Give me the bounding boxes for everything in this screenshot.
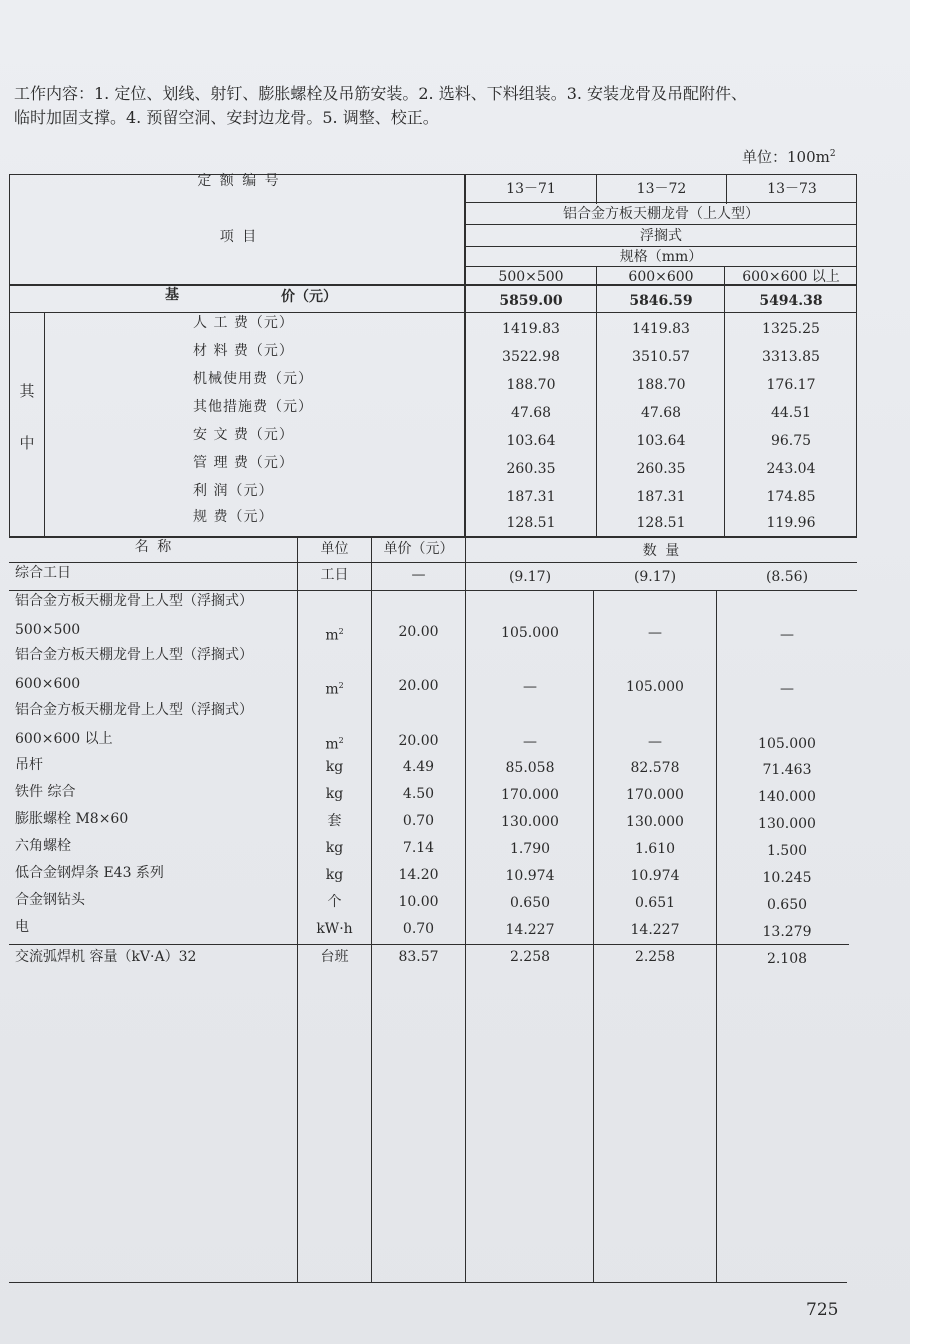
cost-label: 人 工 费（元） xyxy=(193,315,294,331)
base-price-13-73: 5494.38 xyxy=(759,293,823,309)
material-spec: 500×500 xyxy=(15,622,81,638)
code-label: 定 额 编 号 xyxy=(197,173,281,189)
material-price: 20.00 xyxy=(398,624,439,640)
material-qty-13-71: 130.000 xyxy=(501,814,559,830)
cost-value-13-71: 128.51 xyxy=(506,515,556,531)
labor-qty-13-71: (9.17) xyxy=(508,569,552,585)
material-qty-13-71: 0.650 xyxy=(509,895,551,911)
cost-value-13-73: 44.51 xyxy=(770,405,812,421)
cost-label: 材 料 费（元） xyxy=(193,343,294,359)
material-name: 六角螺栓 xyxy=(15,838,71,854)
rule xyxy=(465,266,857,267)
material-name: 铝合金方板天棚龙骨上人型（浮搁式） xyxy=(15,702,253,718)
base-price-label-b: 价（元） xyxy=(281,289,337,305)
material-name: 合金钢钻头 xyxy=(15,892,85,908)
cost-value-13-73: 96.75 xyxy=(770,433,812,449)
labor-qty-13-73: (8.56) xyxy=(765,569,809,585)
material-unit: kg xyxy=(325,840,344,856)
material-price: 0.70 xyxy=(402,813,435,829)
cost-label: 机械使用费（元） xyxy=(193,371,313,387)
cost-value-13-73: 243.04 xyxy=(766,461,816,477)
material-unit: kg xyxy=(325,759,344,775)
material-name: 吊杆 xyxy=(15,757,43,773)
code-13-72: 13－72 xyxy=(636,181,687,197)
name-header: 名 称 xyxy=(134,539,174,555)
spec-title: 规格（mm） xyxy=(619,249,703,265)
cost-value-13-71: 3522.98 xyxy=(502,349,560,365)
base-price-13-71: 5859.00 xyxy=(499,293,563,309)
cost-value-13-72: 260.35 xyxy=(636,461,686,477)
material-qty-13-73: 71.463 xyxy=(762,762,812,778)
material-qty-13-72: 170.000 xyxy=(626,787,684,803)
labor-price: — xyxy=(411,567,426,583)
item-label: 项 目 xyxy=(219,229,259,245)
material-qty-13-73: 0.650 xyxy=(766,897,808,913)
side-label-zhong: 中 xyxy=(19,434,35,452)
material-qty-13-72: 130.000 xyxy=(626,814,684,830)
material-qty-13-73: 1.500 xyxy=(766,843,808,859)
price-header: 单价（元） xyxy=(383,541,454,557)
rule xyxy=(726,174,727,204)
rule xyxy=(9,590,857,591)
cost-label: 安 文 费（元） xyxy=(193,427,294,443)
material-qty-13-71: — xyxy=(523,734,537,750)
material-price: 0.70 xyxy=(402,921,435,937)
cost-value-13-72: 187.31 xyxy=(636,489,686,505)
material-price: 7.14 xyxy=(402,840,435,856)
cost-label: 其他措施费（元） xyxy=(193,399,313,415)
cost-value-13-72: 1419.83 xyxy=(632,321,690,337)
material-qty-13-71: — xyxy=(523,679,537,695)
material-spec: 600×600 以上 xyxy=(15,731,113,747)
machine-qty-13-72: 2.258 xyxy=(634,949,676,965)
spec-500: 500×500 xyxy=(498,269,564,285)
rule xyxy=(465,246,857,247)
material-qty-13-73: 105.000 xyxy=(758,736,816,752)
material-qty-13-71: 170.000 xyxy=(501,787,559,803)
base-price-label-a: 基 xyxy=(165,287,179,303)
cost-value-13-71: 187.31 xyxy=(506,489,556,505)
rule xyxy=(596,174,597,204)
base-price-13-72: 5846.59 xyxy=(629,293,693,309)
rule-bottom xyxy=(9,1282,847,1283)
material-qty-13-72: 14.227 xyxy=(630,922,680,938)
cost-value-13-72: 47.68 xyxy=(640,405,682,421)
material-unit: kg xyxy=(325,786,344,802)
material-unit: kg xyxy=(325,867,344,883)
cost-value-13-71: 188.70 xyxy=(506,377,556,393)
unit-label: 单位：$100m^2$ xyxy=(742,148,836,166)
rule xyxy=(9,174,10,536)
cost-label: 利 润（元） xyxy=(193,483,274,499)
material-price: 10.00 xyxy=(398,894,439,910)
rule xyxy=(724,266,725,536)
cost-value-13-72: 3510.57 xyxy=(632,349,690,365)
material-unit: $m^2$ xyxy=(325,627,344,644)
material-price: 4.49 xyxy=(402,759,435,775)
material-qty-13-72: 105.000 xyxy=(626,679,684,695)
material-qty-13-71: 1.790 xyxy=(509,841,551,857)
cost-value-13-72: 188.70 xyxy=(636,377,686,393)
code-13-71: 13－71 xyxy=(506,181,556,197)
material-spec: 600×600 xyxy=(15,676,81,692)
material-price: 4.50 xyxy=(402,786,435,802)
material-name: 铝合金方板天棚龙骨上人型（浮搁式） xyxy=(15,593,253,609)
material-price: 20.00 xyxy=(398,678,439,694)
machine-qty-13-71: 2.258 xyxy=(509,949,551,965)
material-qty-13-73: 10.245 xyxy=(762,870,812,886)
material-name: 膨胀螺栓 M8×60 xyxy=(15,811,129,827)
material-qty-13-73: — xyxy=(780,627,794,643)
cost-label: 管 理 费（元） xyxy=(193,455,294,471)
quota-table xyxy=(9,166,857,1284)
material-qty-13-72: — xyxy=(648,625,662,641)
code-13-73: 13－73 xyxy=(767,181,817,197)
material-unit: 套 xyxy=(327,813,342,829)
side-label-qi: 其 xyxy=(19,382,35,400)
material-qty-13-73: 130.000 xyxy=(758,816,816,832)
material-name: 铁件 综合 xyxy=(15,784,76,800)
material-unit: $m^2$ xyxy=(325,736,344,753)
material-price: 14.20 xyxy=(398,867,439,883)
material-qty-13-72: 10.974 xyxy=(630,868,680,884)
qty-header: 数 量 xyxy=(642,543,682,559)
cost-value-13-71: 1419.83 xyxy=(502,321,560,337)
material-qty-13-73: 140.000 xyxy=(758,789,816,805)
material-qty-13-71: 14.227 xyxy=(505,922,555,938)
rule xyxy=(44,312,45,536)
material-unit: 个 xyxy=(327,894,342,910)
group-title: 铝合金方板天棚龙骨（上人型） xyxy=(563,206,759,222)
material-price: 20.00 xyxy=(398,733,439,749)
work-content-line-1: 工作内容：1. 定位、划线、射钉、膨胀螺栓及吊筋安装。2. 选料、下料组装。3. 安装龙骨及吊配附件、 xyxy=(14,84,748,103)
sub-title: 浮搁式 xyxy=(640,228,682,244)
rule xyxy=(465,536,466,1282)
rule xyxy=(9,562,857,563)
material-unit: kW·h xyxy=(316,921,353,937)
cost-value-13-72: 128.51 xyxy=(636,515,686,531)
spec-600: 600×600 xyxy=(628,269,694,285)
cost-value-13-71: 103.64 xyxy=(506,433,556,449)
material-unit: $m^2$ xyxy=(325,681,344,698)
material-qty-13-73: — xyxy=(780,681,794,697)
labor-name: 综合工日 xyxy=(15,565,71,581)
material-name: 低合金钢焊条 E43 系列 xyxy=(15,865,164,881)
cost-value-13-73: 176.17 xyxy=(766,377,816,393)
spec-600-plus: 600×600 以上 xyxy=(742,269,840,285)
machine-unit: 台班 xyxy=(320,949,349,965)
cost-value-13-71: 260.35 xyxy=(506,461,556,477)
rule xyxy=(9,944,849,945)
cost-value-13-73: 1325.25 xyxy=(762,321,820,337)
material-qty-13-72: 1.610 xyxy=(634,841,676,857)
rule xyxy=(465,224,857,225)
rule xyxy=(9,312,857,313)
cost-value-13-72: 103.64 xyxy=(636,433,686,449)
labor-unit: 工日 xyxy=(320,567,349,583)
material-qty-13-71: 10.974 xyxy=(505,868,555,884)
cost-value-13-71: 47.68 xyxy=(510,405,552,421)
material-name: 电 xyxy=(15,919,29,935)
material-qty-13-72: — xyxy=(648,734,662,750)
material-qty-13-73: 13.279 xyxy=(762,924,812,940)
material-name: 铝合金方板天棚龙骨上人型（浮搁式） xyxy=(15,647,253,663)
rule xyxy=(465,202,857,203)
cost-label: 规 费（元） xyxy=(193,509,274,525)
machine-name: 交流弧焊机 容量（kV·A）32 xyxy=(15,949,197,965)
rule xyxy=(596,266,597,536)
cost-value-13-73: 174.85 xyxy=(766,489,816,505)
work-content-line-2: 临时加固支撑。4. 预留空洞、安封边龙骨。5. 调整、校正。 xyxy=(14,108,439,127)
machine-price: 83.57 xyxy=(398,949,439,965)
material-qty-13-72: 0.651 xyxy=(634,895,676,911)
machine-qty-13-73: 2.108 xyxy=(766,951,808,967)
material-qty-13-72: 82.578 xyxy=(630,760,680,776)
page-number: 725 xyxy=(806,1300,839,1320)
material-qty-13-71: 105.000 xyxy=(501,625,559,641)
labor-qty-13-72: (9.17) xyxy=(633,569,677,585)
unit-header: 单位 xyxy=(320,541,349,557)
material-qty-13-71: 85.058 xyxy=(505,760,555,776)
cost-value-13-73: 119.96 xyxy=(766,515,816,531)
cost-value-13-73: 3313.85 xyxy=(762,349,820,365)
